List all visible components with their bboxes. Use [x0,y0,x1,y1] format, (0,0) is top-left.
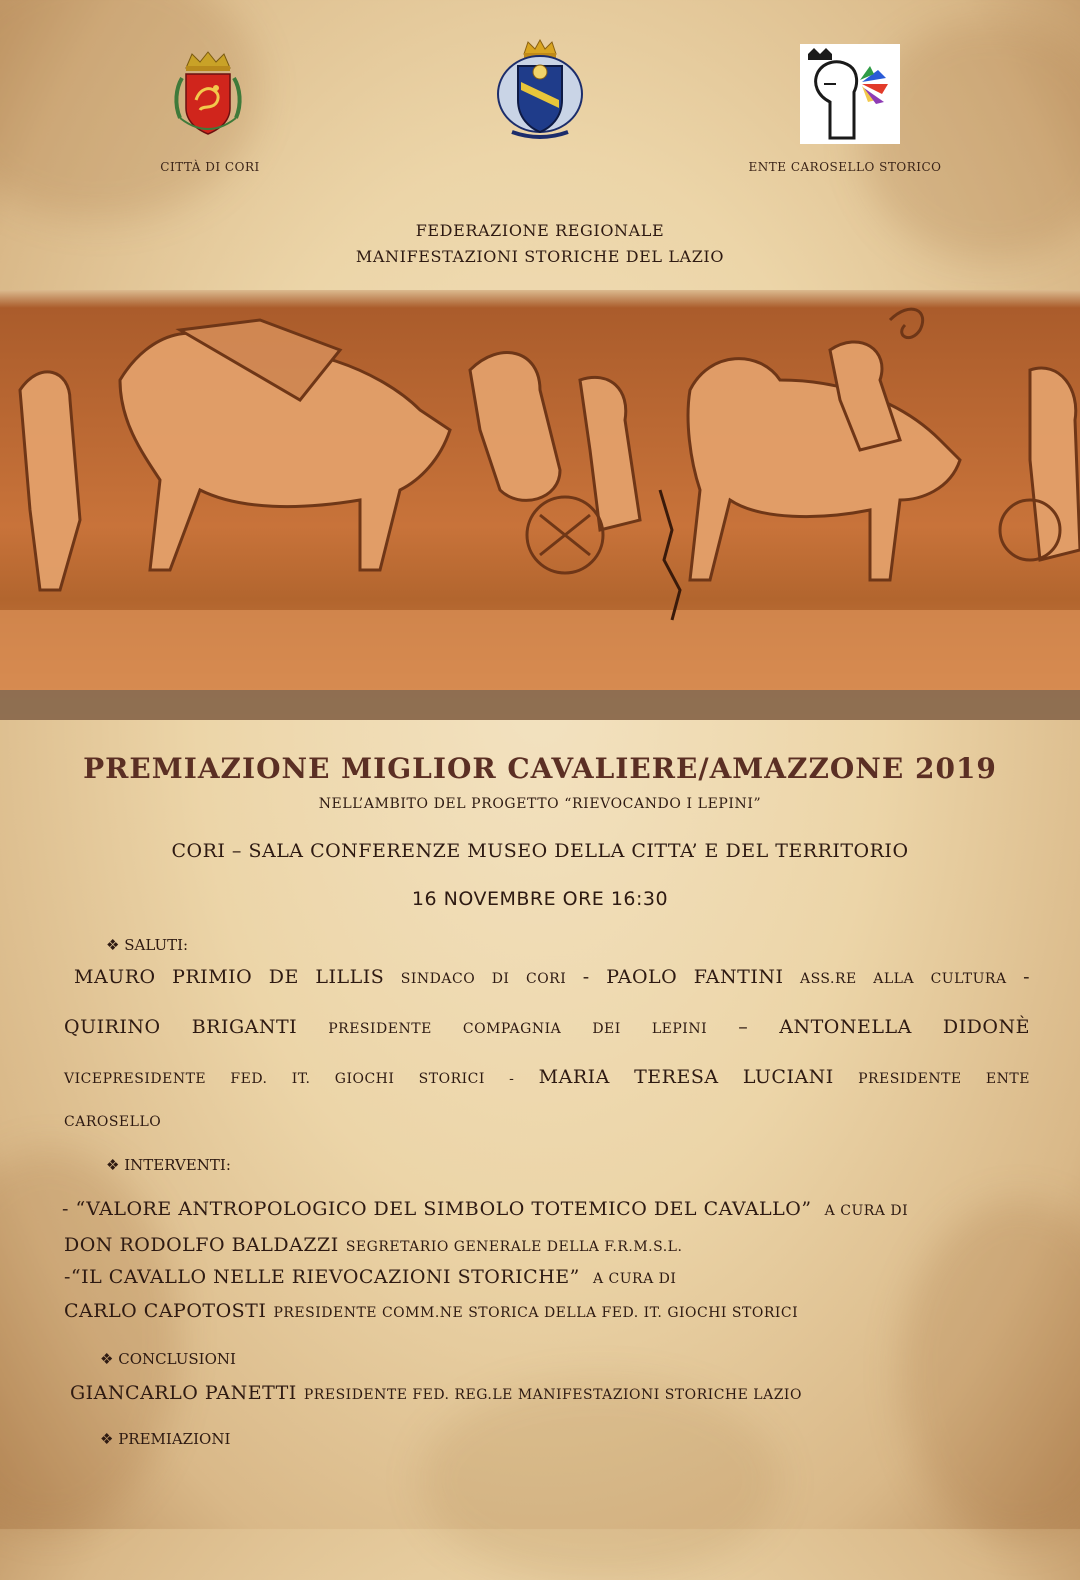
saluti-word: VICEPRESIDENTE [64,1071,207,1087]
intervento-2-title-line [64,1266,676,1288]
intervento-2-name: CARLO CAPOTOSTI [64,1300,267,1322]
intervento-1-speaker-line [64,1234,682,1256]
saluti-word: DE [268,966,299,988]
saluti-word: CORI [525,971,567,987]
saluti-word: PAOLO [606,966,678,988]
saluti-word: ASS.RE [799,971,857,987]
conclusioni-speaker-line [70,1382,802,1404]
left-logo-caption: CITTÀ DI CORI [160,160,260,174]
saluti-word: ENTE [985,1071,1030,1087]
saluti-word: SINDACO [400,971,476,987]
conclusioni-role: PRESIDENTE FED. REG.LE MANIFESTAZIONI STORICHE LAZIO [303,1387,802,1403]
saluti-word: FANTINI [693,966,784,988]
ente-carosello-horse-icon [800,44,900,144]
saluti-word: GIOCHI [334,1071,395,1087]
saluti-line-4: CAROSELLO [64,1114,162,1130]
intervento-1-cura: A CURA DI [824,1203,909,1219]
saluti-word: ALLA [873,971,915,987]
intervento-1-title-line [62,1198,908,1220]
saluti-word: FED. [230,1071,268,1087]
intervento-1-role: SEGRETARIO GENERALE DELLA F.R.M.S.L. [345,1239,683,1255]
saluti-word: BRIGANTI [191,1016,298,1038]
intervento-1-title: - “VALORE ANTROPOLOGICO DEL SIMBOLO TOTEMICO DEL CAVALLO” [62,1198,812,1220]
saluti-word: - [509,1071,515,1087]
citta-di-cori-coat-of-arms-icon [172,48,244,144]
intervento-2-cura: A CURA DI [592,1271,677,1287]
saluti-word: LILLIS [315,966,385,988]
parchment-stain [420,1380,780,1580]
intervento-2-role: PRESIDENTE COMM.NE STORICA DELLA FED. IT. GIOCHI STORICI [273,1305,799,1321]
saluti-word: STORICI [418,1071,485,1087]
saluti-word: PRESIDENTE [328,1021,432,1037]
saluti-word: - [1023,966,1030,988]
saluti-word: QUIRINO [64,1016,161,1038]
saluti-word: ANTONELLA [779,1016,912,1038]
event-date: 16 NOVEMBRE ORE 16:30 [411,888,669,910]
saluti-word: - [582,966,590,988]
federation-header [0,218,1080,270]
premiazioni-heading: ❖ PREMIAZIONI [100,1430,231,1448]
saluti-word: PRIMIO [172,966,253,988]
saluti-word: LEPINI [651,1021,708,1037]
saluti-word: CULTURA [930,971,1007,987]
federation-line-2: MANIFESTAZIONI STORICHE DEL LAZIO [355,247,725,266]
saluti-word: DI [491,971,510,987]
conclusioni-heading: ❖ CONCLUSIONI [100,1350,236,1368]
saluti-word: IT. [291,1071,311,1087]
event-venue: CORI – SALA CONFERENZE MUSEO DELLA CITTA’ E DEL TERRITORIO [171,840,909,862]
saluti-word: COMPAGNIA [462,1021,562,1037]
saluti-heading: ❖ SALUTI: [106,936,189,954]
saluti-line-2 [64,1016,1030,1038]
etruscan-frieze-image [0,290,1080,720]
event-title: PREMIAZIONE MIGLIOR CAVALIERE/AMAZZONE 2019 [83,752,997,785]
saluti-word: DEI [592,1021,621,1037]
intervento-1-name: DON RODOLFO BALDAZZI [64,1234,339,1256]
intervento-2-speaker-line [64,1300,798,1322]
intervento-2-title: -“IL CAVALLO NELLE RIEVOCAZIONI STORICHE” [64,1266,580,1288]
saluti-word: MAURO [74,966,156,988]
saluti-word: – [738,1016,749,1038]
saluti-line-1 [74,966,1030,988]
event-project: NELL’AMBITO DEL PROGETTO “RIEVOCANDO I LEPINI” [318,796,762,812]
saluti-word: LUCIANI [742,1066,834,1088]
parchment-stain [900,1200,1080,1540]
interventi-heading: ❖ INTERVENTI: [106,1156,231,1174]
conclusioni-name: GIANCARLO PANETTI [70,1382,297,1404]
saluti-word: MARIA [538,1066,610,1088]
saluti-word: PRESIDENTE [858,1071,962,1087]
saluti-line-3 [64,1066,1030,1088]
right-logo-caption: ENTE CAROSELLO STORICO [748,160,942,174]
saluti-word: TERESA [634,1066,719,1088]
federation-crest-icon [494,38,586,142]
saluti-word: DIDONÈ [942,1016,1030,1038]
federation-line-1: FEDERAZIONE REGIONALE [415,221,665,240]
